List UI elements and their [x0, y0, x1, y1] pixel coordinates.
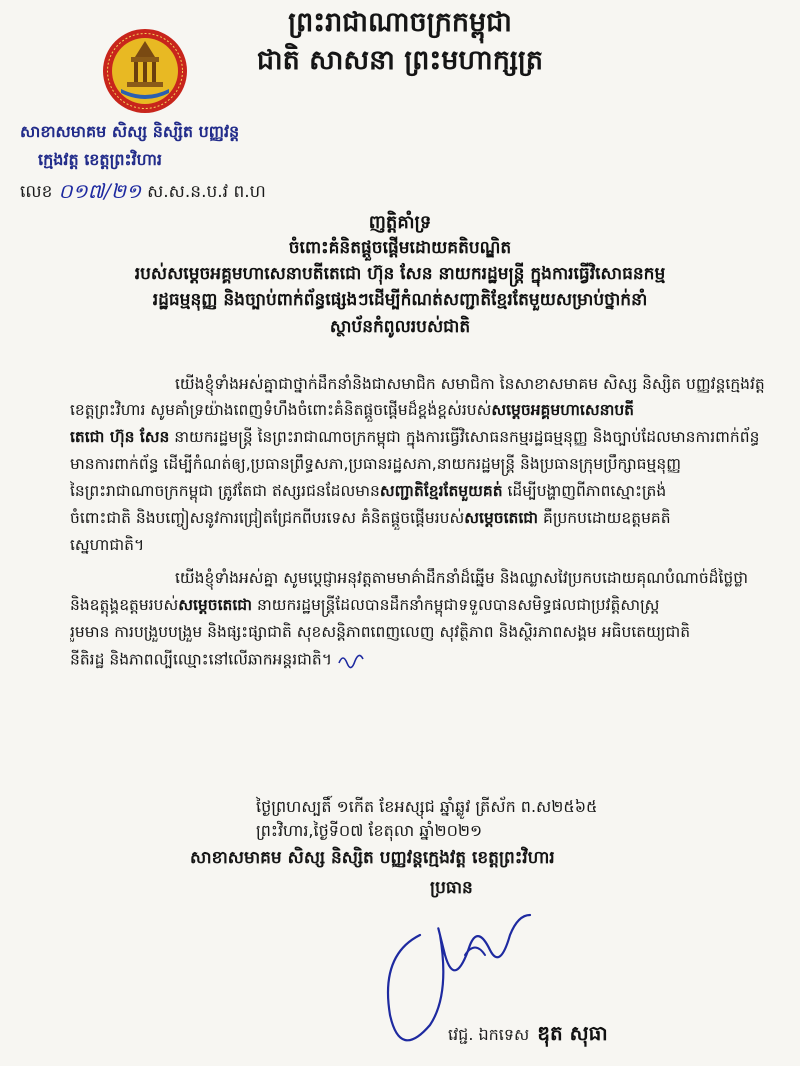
- paragraph2-line2: និងឧត្តុង្គឧត្តមរបស់សម្តេចតេជោ នាយករដ្ឋមន្ត្រីដែលបានដឹកនាំកម្ពុជាទទួលបានសមិទ្ធផលជាប្រវត្តិសាស្ត្រ: [70, 596, 660, 614]
- reference-number: [20, 178, 266, 208]
- paragraph2-line1: យើងខ្ញុំទាំងអស់គ្នា សូមប្តេជ្ញាអនុវត្តតាមមាគ៌ាដឹកនាំដ៏ឆ្នើម និងឈ្លាសវៃប្រកបដោយគុណបំណាច់ដ៏ថ្លៃថ្លា: [175, 569, 749, 587]
- national-motto: ជាតិ សាសនា ព្រះមហាក្សត្រ: [256, 45, 544, 76]
- signer-block: [448, 1020, 608, 1050]
- signing-organization: សាខាសមាគម សិស្ស និស្សិត បញ្ញវន្តក្មេងវត្ត ខេត្តព្រះវិហារ: [190, 848, 555, 868]
- lunar-date: ថ្ងៃព្រហស្បតិ៍ ១កើត ខែអស្សុជ ឆ្នាំឆ្លូវ ត្រីស័ក ព.ស២៥៦៥: [256, 797, 598, 816]
- reference-suffix: ស.ស.ន.ប.វ ព.ហ: [147, 181, 266, 202]
- kingdom-title: ព្រះរាជាណាចក្រកម្ពុជា: [288, 7, 512, 38]
- petition-subtitle-line1: ចំពោះគំនិតផ្តួចផ្តើមដោយគតិបណ្ឌិត: [288, 238, 512, 258]
- paragraph2-line4: នីតិរដ្ឋ និងភាពល្បីឈ្មោះនៅលើឆាកអន្តរជាតិ។: [70, 649, 770, 673]
- signer-role: ប្រធាន: [430, 878, 473, 898]
- petition-subtitle-line3: រដ្ឋធម្មនុញ្ញ និងច្បាប់ពាក់ព័ន្ធផ្សេងៗដើម្បីកំណត់សញ្ជាតិខ្មែរតែមួយសម្រាប់ថ្នាក់នាំ: [152, 290, 648, 310]
- association-logo-icon: [101, 27, 189, 115]
- paragraph1-line4: មានការពាក់ព័ន្ធ ដើម្បីកំណត់ឲ្យ,ប្រធានព្រឹទ្ធសភា,ប្រធានរដ្ឋសភា,នាយករដ្ឋមន្ត្រី និងប្រធានក្រុមប្រឹក្សាធម្មនុញ្ញ: [70, 455, 681, 473]
- paragraph1-line3: តេជោ ហ៊ុន សែន នាយករដ្ឋមន្ត្រី នៃព្រះរាជាណាចក្រកម្ពុជា ក្នុងការធ្វើវិសោធនកម្មរដ្ឋធម្មនុញ្ញ និងច្បាប់ដែលមានការពាក់ព័ន្ធ: [70, 428, 760, 446]
- paragraph1-line1: យើងខ្ញុំទាំងអស់គ្នាជាថ្នាក់ដឹកនាំនិងជាសមាជិក សមាជិកា នៃសាខាសមាគម សិស្ស និស្សិត បញ្ញវន្តក្មេងវត្ត: [175, 375, 765, 393]
- paragraph1-line7: ស្នេហាជាតិ។: [70, 536, 145, 554]
- org-name-line1: សាខាសមាគម សិស្ស និស្សិត បញ្ញវន្ត: [20, 122, 240, 141]
- paragraph1-line5: នៃព្រះរាជាណាចក្រកម្ពុជា ត្រូវតែជា ឥស្សរជនដែលមានសញ្ជាតិខ្មែរតែមួយគត់ ដើម្បីបង្ហាញពីភាពស្មោះត្រង់: [70, 482, 667, 500]
- reference-handwritten-number: ០១៧/២១: [58, 179, 142, 203]
- reference-prefix: លេខ: [20, 181, 53, 202]
- org-name-line2: ក្មេងវត្ត ខេត្តព្រះវិហារ: [38, 150, 163, 169]
- signer-title: វេជ្ជ. ឯកទេស: [448, 1025, 530, 1044]
- signer-name: ឌុត សុធា: [537, 1021, 608, 1045]
- petition-subtitle-line2: របស់សម្តេចអគ្គមហាសេនាបតីតេជោ ហ៊ុន សែន នាយករដ្ឋមន្ត្រី ក្នុងការធ្វើវិសោធនកម្ម: [134, 264, 666, 284]
- paragraph1-line2: ខេត្តព្រះវិហារ សូមគាំទ្រយ៉ាងពេញទំហឹងចំពោះគំនិតផ្តួចផ្តើមដ៏ខ្ពង់ខ្ពស់របស់សម្តេចអគ្គមហាសេនាបតី: [70, 401, 635, 419]
- paragraph1-line6: ចំពោះជាតិ និងបញ្ចៀសនូវការជ្រៀតជ្រែកពីបរទេស គំនិតផ្តួចផ្តើមរបស់សម្តេចតេជោ គឺប្រកបដោយឧត្តមគតិ: [70, 509, 671, 527]
- petition-title: ញត្តិគាំទ្រ: [368, 212, 432, 233]
- petition-subtitle-line4: ស្ថាប័នកំពូលរបស់ជាតិ: [329, 317, 471, 337]
- initials-mark-icon: [337, 649, 367, 671]
- paragraph2-line3: រួមមាន ការបង្រួបបង្រួម និងផ្សះផ្សាជាតិ សុខសន្តិភាពពេញលេញ សុវត្ថិភាព និងស្ថិរភាពសង្គម អធិបតេយ្យជាតិ: [70, 623, 691, 641]
- place-and-date: ព្រះវិហារ,ថ្ងៃទី០៧ ខែតុលា ឆ្នាំ២០២១: [256, 821, 483, 840]
